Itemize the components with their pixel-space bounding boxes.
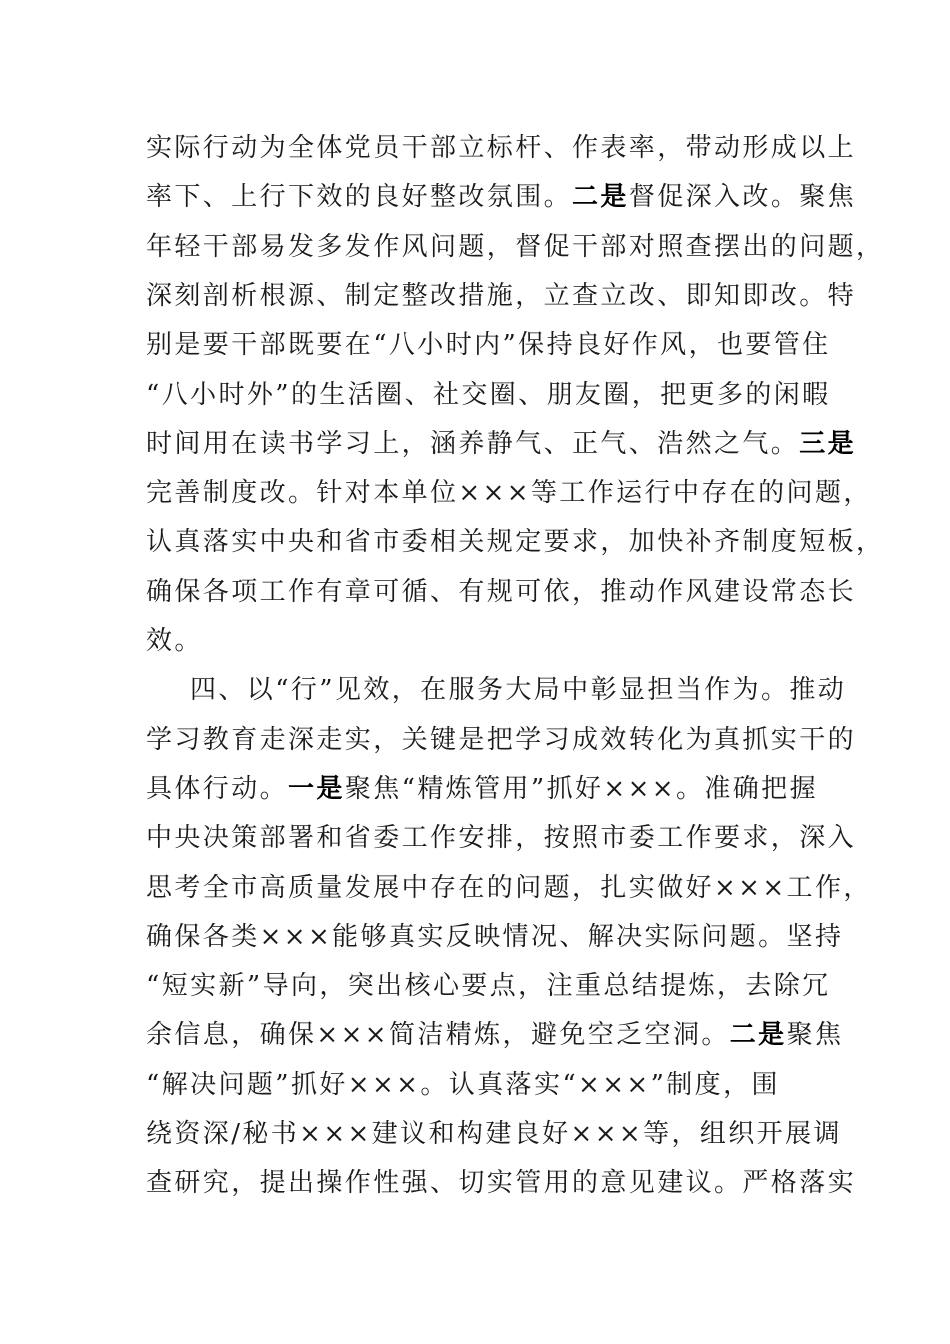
text-segment: 聚焦“精炼管用”抓好×××。准确把握 bbox=[344, 774, 818, 804]
text-segment: 别是要干部既要在“八小时内”保持良好作风，也要管住 bbox=[146, 330, 831, 360]
text-line bbox=[146, 1069, 806, 1101]
text-line bbox=[146, 379, 831, 411]
text-line bbox=[146, 181, 857, 213]
text-segment: 四、以“行”见效，在服务大局中彰显担当作为。推动 bbox=[190, 675, 847, 705]
text-line bbox=[146, 526, 885, 558]
text-segment: 思考全市高质量发展中存在的问题，扎实做好×××工作， bbox=[146, 873, 872, 903]
text-segment: 实际行动为全体党员干部立标杆、作表率，带动形成以上 bbox=[146, 133, 857, 163]
text-line bbox=[146, 921, 844, 953]
text-segment: 率下、上行下效的良好整改氛围。 bbox=[146, 182, 573, 212]
text-segment: 督促深入改。聚焦 bbox=[628, 182, 857, 212]
text-line bbox=[146, 428, 857, 460]
bold-lead-phrase: 一是 bbox=[288, 774, 345, 804]
text-segment: 效。 bbox=[146, 626, 203, 656]
text-segment: “八小时外”的生活圈、社交圈、朋友圈，把更多的闲暇 bbox=[146, 380, 831, 410]
text-line bbox=[146, 280, 857, 312]
text-line bbox=[146, 724, 857, 756]
text-line bbox=[146, 329, 831, 361]
text-segment: 时间用在读书学习上，涵养静气、正气、浩然之气。 bbox=[146, 429, 800, 459]
text-line bbox=[146, 773, 818, 805]
bold-lead-phrase: 三是 bbox=[799, 429, 857, 459]
text-segment: 中央决策部署和省委工作安排，按照市委工作要求，深入 bbox=[146, 823, 857, 853]
text-segment: 完善制度改。针对本单位×××等工作运行中存在的问题， bbox=[146, 478, 872, 508]
text-segment: “短实新”导向，突出核心要点，注重总结提炼，去除冗 bbox=[146, 971, 831, 1001]
bold-lead-phrase: 二是 bbox=[729, 1020, 787, 1050]
text-segment: 绕资深/秘书×××建议和构建良好×××等，组织开展调 bbox=[146, 1119, 842, 1149]
text-line bbox=[146, 1118, 842, 1150]
text-line bbox=[146, 625, 806, 657]
text-segment: 具体行动。 bbox=[146, 774, 289, 804]
text-segment: 深刻剖析根源、制定整改措施，立查立改、即知即改。特 bbox=[146, 281, 857, 311]
text-line bbox=[146, 822, 857, 854]
text-segment: 确保各类×××能够真实反映情况、解决实际问题。坚持 bbox=[146, 922, 844, 952]
text-line bbox=[146, 1019, 844, 1051]
text-segment: 认真落实中央和省市委相关规定要求，加快补齐制度短板， bbox=[146, 527, 885, 557]
text-line bbox=[146, 231, 885, 263]
text-segment: 学习教育走深走实，关键是把学习成效转化为真抓实干的 bbox=[146, 725, 857, 755]
bold-lead-phrase: 二是 bbox=[572, 182, 629, 212]
text-line bbox=[146, 872, 872, 904]
text-segment: 年轻干部易发多发作风问题，督促干部对照查摆出的问题， bbox=[146, 232, 885, 262]
text-line bbox=[146, 576, 857, 608]
text-segment: 确保各项工作有章可循、有规可依，推动作风建设常态长 bbox=[146, 577, 857, 607]
text-line bbox=[146, 970, 831, 1002]
text-segment: 余信息，确保×××简洁精炼，避免空乏空洞。 bbox=[146, 1020, 730, 1050]
text-segment: 查研究，提出操作性强、切实管用的意见建议。严格落实 bbox=[146, 1168, 857, 1198]
text-segment: “解决问题”抓好×××。认真落实“×××”制度，围 bbox=[146, 1070, 780, 1100]
text-line bbox=[146, 1167, 857, 1199]
text-segment: 聚焦 bbox=[786, 1020, 844, 1050]
text-line bbox=[190, 674, 847, 706]
text-line bbox=[146, 477, 872, 509]
text-line bbox=[146, 132, 857, 164]
